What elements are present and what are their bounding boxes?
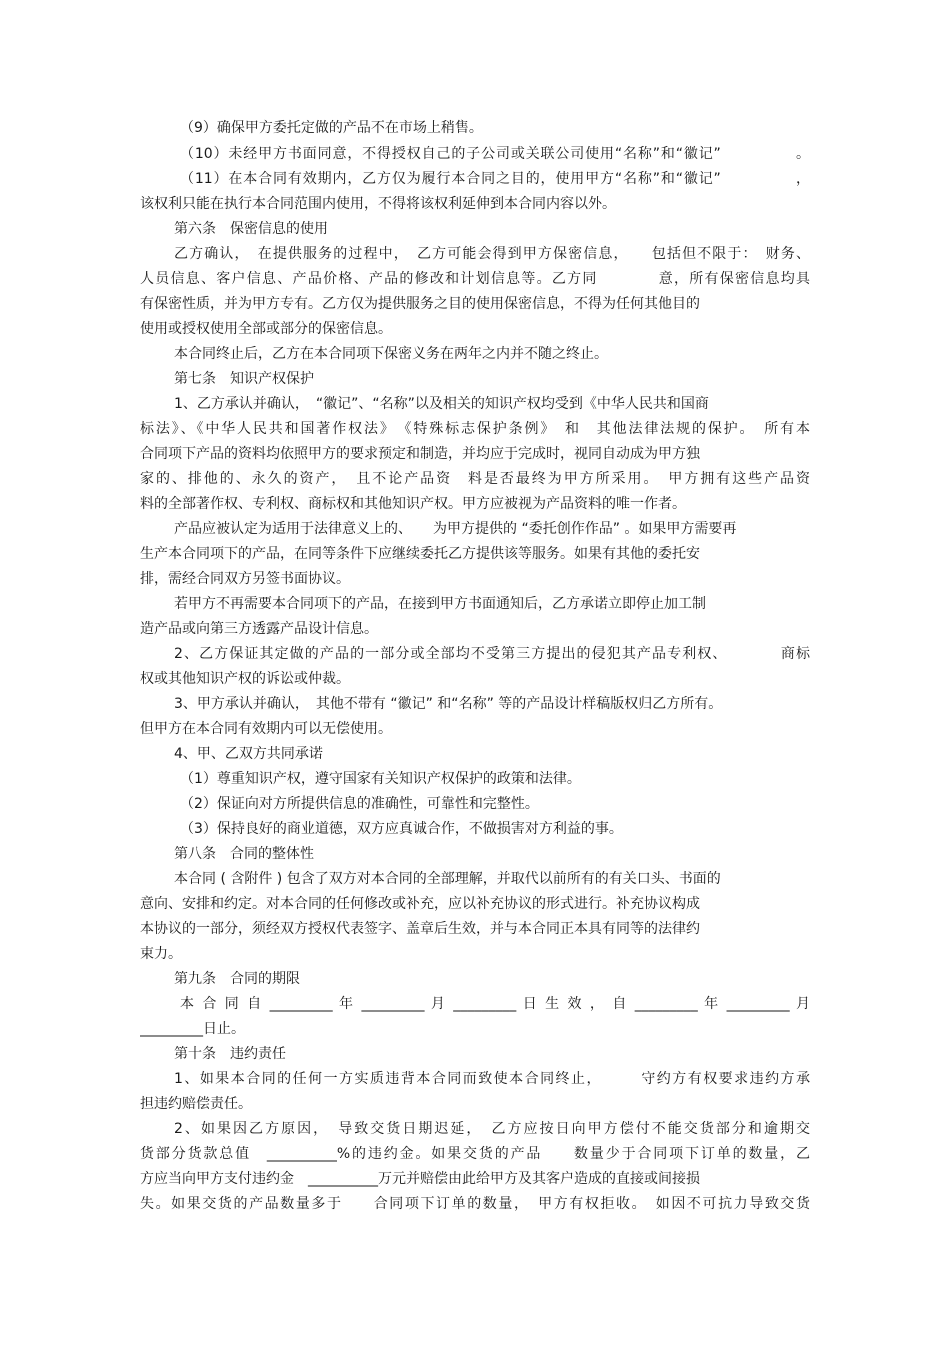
text-line: 本合同终止后，乙方在本合同项下保密义务在两年之内并不随之终止。 [174,346,608,362]
text-line: 本 合 同 自 _________ 年 _________ 月 _________ 日 生 效 ， 自 _________ 年 _________ 月 [180,996,810,1012]
section-heading-7: 第七条 知识产权保护 [174,371,314,387]
text-line: 若甲方不再需要本合同项下的产品，在接到甲方书面通知后，乙方承诺立即停止加工制 [174,596,706,612]
text-line: 标法》、《中华人民共和国著作权法》 《特殊标志保护条例》 和 其他法律法规的保护。 所有本 [140,421,810,437]
text-line: 货部分货款总值 __________%的违约金。如果交货的产品 数量少于合同项下订单的数量，乙 [140,1146,810,1162]
text-line: 合同项下产品的资料均依照甲方的要求预定和制造，并均应于完成时，视同自动成为甲方独 [140,446,700,462]
text-line: 产品应被认定为适用于法律意义上的、 为甲方提供的 “委托创作作品” 。如果甲方需要再 [174,521,737,537]
text-line: 方应当向甲方支付违约金 __________万元并赔偿由此给甲方及其客户造成的直接或间接损 [140,1171,700,1187]
text-line: 排，需经合同双方另签书面协议。 [140,571,350,587]
text-line: 造产品或向第三方透露产品设计信息。 [140,621,378,637]
text-line: 人员信息、客户信息、产品价格、产品的修改和计划信息等。乙方同 意，所有保密信息均具 [140,271,810,287]
section-heading-10: 第十条 违约责任 [174,1046,286,1062]
list-item: （3）保持良好的商业道德，双方应真诚合作，不做损害对方利益的事。 [180,821,623,837]
clause-item-9: （9）确保甲方委托定做的产品不在市场上稍售。 [180,120,483,136]
text-line: 3、甲方承认并确认， 其他不带有 “徽记” 和“名称” 等的产品设计样稿版权归乙方所有。 [174,696,723,712]
clause-item-10: （10）未经甲方书面同意，不得授权自己的子公司或关联公司使用“名称”和“徽记” 。 [180,146,810,162]
text-line: _________日止。 [140,1021,245,1037]
text-line: 但甲方在本合同有效期内可以无偿使用。 [140,721,392,737]
text-line: 家的、排他的、永久的资产， 且不论产品资 料是否最终为甲方所采用。 甲方拥有这些产品资 [140,471,810,487]
text-line: 本协议的一部分，须经双方授权代表签字、盖章后生效，并与本合同正本具有同等的法律约 [140,921,700,937]
text-line: 1、乙方承认并确认， “徽记”、“名称”以及相关的知识产权均受到《中华人民共和国商 [174,396,709,412]
section-heading-6: 第六条 保密信息的使用 [174,221,328,237]
clause-item-11: （11）在本合同有效期内，乙方仅为履行本合同之目的，使用甲方“名称”和“徽记” ， [180,171,810,187]
text-line: 本合同 ( 含附件 ) 包含了双方对本合同的全部理解，并取代以前所有的有关口头、书面的 [174,871,721,887]
text-line: 1、如果本合同的任何一方实质违背本合同而致使本合同终止， 守约方有权要求违约方承 [174,1071,810,1087]
list-item: （1）尊重知识产权，遵守国家有关知识产权保护的政策和法律。 [180,771,581,787]
text-line: 束力。 [140,946,182,962]
text-line: 料的全部著作权、专利权、商标权和其他知识产权。甲方应被视为产品资料的唯一作者。 [140,496,686,512]
text-line: 使用或授权使用全部或部分的保密信息。 [140,321,392,337]
text-line: 失。如果交货的产品数量多于 合同项下订单的数量， 甲方有权拒收。 如因不可抗力导致交货 [140,1196,810,1212]
text-line: 权或其他知识产权的诉讼或仲裁。 [140,671,350,687]
section-heading-8: 第八条 合同的整体性 [174,846,314,862]
text-line: 生产本合同项下的产品，在同等条件下应继续委托乙方提供该等服务。如果有其他的委托安 [140,546,700,562]
text-line: 该权利只能在执行本合同范围内使用，不得将该权利延伸到本合同内容以外。 [140,196,616,212]
text-line: 乙方确认， 在提供服务的过程中， 乙方可能会得到甲方保密信息， 包括但不限于： 财务、 [174,246,810,262]
text-line: 2、乙方保证其定做的产品的一部分或全部均不受第三方提出的侵犯其产品专利权、 商标 [174,646,810,662]
list-item: （2）保证向对方所提供信息的准确性，可靠性和完整性。 [180,796,539,812]
text-line: 4、甲、乙双方共同承诺 [174,746,323,762]
text-line: 有保密性质，并为甲方专有。乙方仅为提供服务之目的使用保密信息，不得为任何其他目的 [140,296,700,312]
text-line: 2、如果因乙方原因， 导致交货日期迟延， 乙方应按日向甲方偿付不能交货部分和逾期交 [174,1121,810,1137]
section-heading-9: 第九条 合同的期限 [174,971,300,987]
text-line: 担违约赔偿责任。 [140,1096,252,1112]
text-line: 意向、安排和约定。对本合同的任何修改或补充，应以补充协议的形式进行。补充协议构成 [140,896,700,912]
